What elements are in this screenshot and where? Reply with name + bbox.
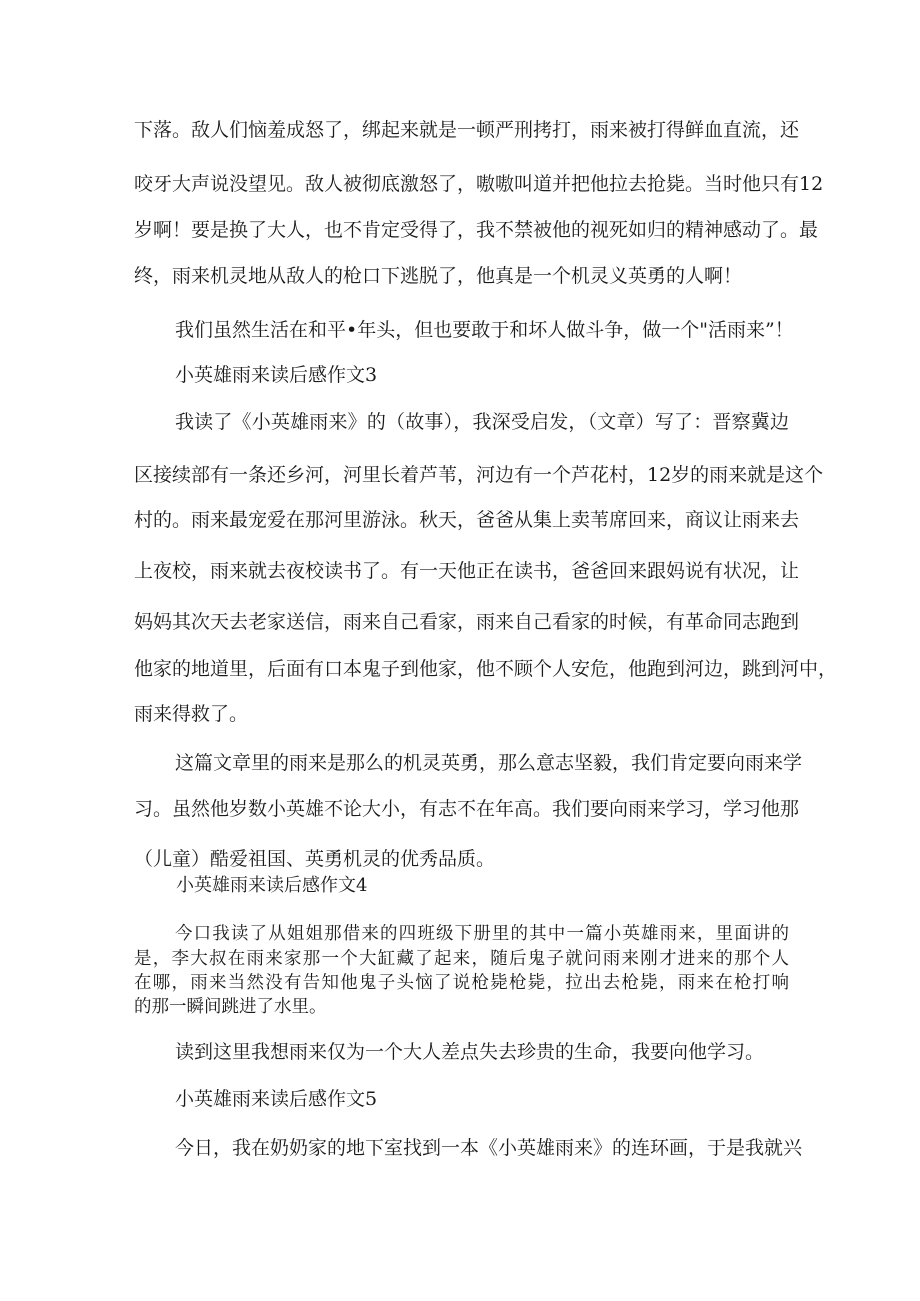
text-line: 是，李大叔在雨来家那一个大缸藏了起来，随后鬼子就问雨来刚才进来的那个人: [134, 949, 789, 969]
text-line: 雨来得救了。: [134, 703, 249, 725]
section-heading-3: 小英雄雨来读后感作文3: [175, 364, 378, 386]
text-line: 村的。雨来最宠爱在那河里游泳。秋天，爸爸从集上卖苇席回来，商议让雨来去: [134, 509, 800, 531]
section-heading-4: 小英雄雨来读后感作文4: [176, 875, 368, 896]
text-line: 今口我读了从姐姐那借来的四班级下册里的其中一篇小英雄雨来，里面讲的: [175, 924, 789, 944]
paragraph-2: 我们虽然生活在和平•年头，但也要敢于和坏人做斗争，做一个"活雨来”！: [175, 319, 794, 341]
text-line: 终，雨来机灵地从敌人的枪口下逃脱了，他真是一个机灵义英勇的人啊！: [134, 265, 743, 287]
paragraph-7: 今日，我在奶奶家的地下室找到一本《小英雄雨来》的连环画，于是我就兴: [175, 1137, 803, 1159]
text-line: 妈妈其次天去老家送信，雨来自己看家，雨来自己看家的时候，有革命同志跑到: [134, 611, 800, 633]
text-line: 的那一瞬间跳进了水里。: [134, 997, 327, 1017]
text-line: 这篇文章里的雨来是那么的机灵英勇，那么意志坚毅，我们肯定要向雨来学: [175, 752, 803, 774]
text-line: 上夜校，雨来就去夜校读书了。有一天他正在读书，爸爸回来跟妈说有状况，让: [134, 560, 800, 582]
section-heading-5: 小英雄雨来读后感作文5: [175, 1088, 378, 1110]
text-line: 岁啊！要是换了大人，也不肯定受得了，我不禁被他的视死如归的精神感动了。最: [134, 219, 819, 241]
text-line: 我读了《小英雄雨来》的（故事），我深受启发，（文章）写了：晋察冀边: [175, 411, 789, 433]
text-line: 他家的地道里，后面有口本鬼子到他家，他不顾个人安危，他跑到河边，跳到河中，: [134, 658, 838, 680]
text-line: 习。虽然他岁数小英雄不论大小，有志不在年高。我们要向雨来学习，学习他那: [134, 798, 800, 820]
text-line: （儿童）酷爱祖国、英勇机灵的优秀品质。: [134, 848, 496, 870]
text-line: 咬牙大声说没望见。敌人被彻底激怒了，嗷嗷叫道并把他拉去抢毙。当时他只有12: [134, 173, 824, 195]
text-line: 在哪，雨来当然没有告知他鬼子头恼了说枪毙枪毙，拉出去枪毙，雨来在枪打响: [134, 973, 789, 993]
text-line: 区接续部有一条还乡河，河里长着芦苇，河边有一个芦花村，12岁的雨来就是这个: [134, 464, 824, 486]
text-line: 下落。敌人们恼羞成怒了，绑起来就是一顿严刑拷打，雨来被打得鲜血直流，还: [134, 119, 800, 141]
paragraph-6: 读到这里我想雨来仅为一个大人差点失去珍贵的生命，我要向他学习。: [175, 1041, 765, 1063]
